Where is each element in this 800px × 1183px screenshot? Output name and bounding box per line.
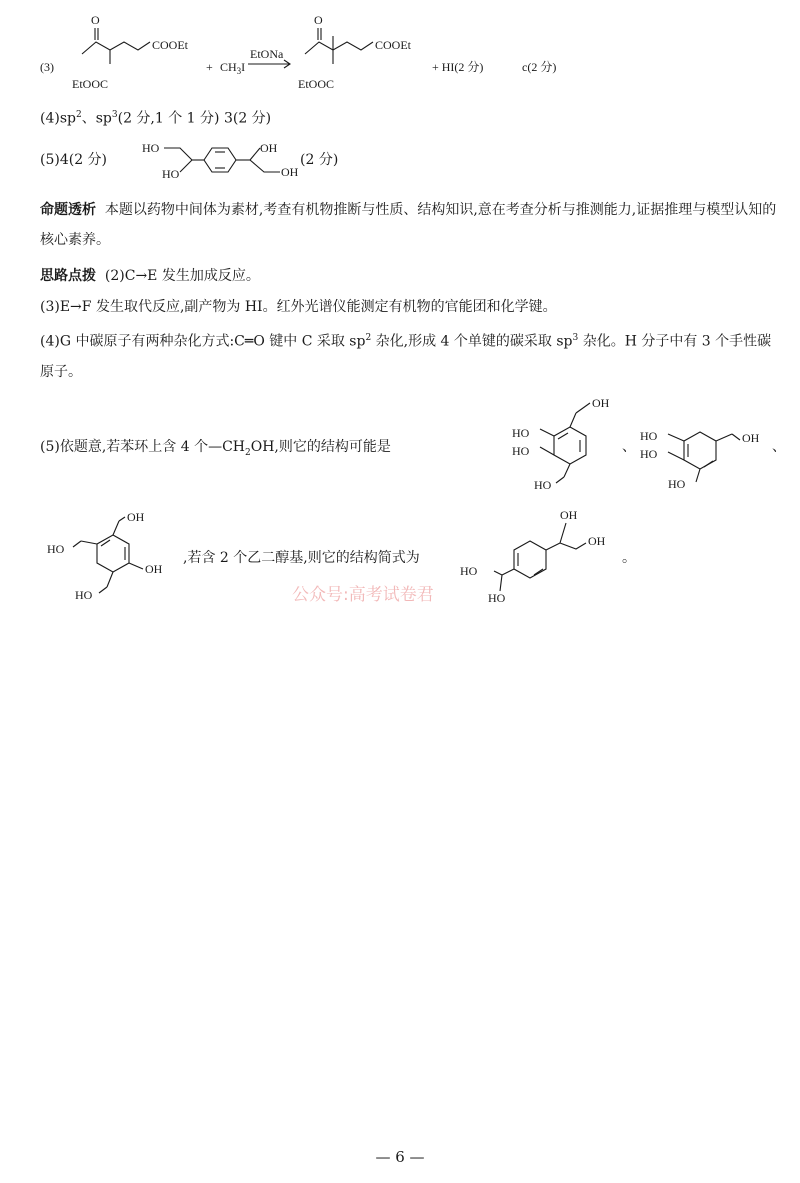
- page-number: — 6 —: [375, 1148, 425, 1166]
- svg-text:O: O: [91, 13, 100, 27]
- svg-text:HO: HO: [512, 426, 530, 440]
- plus-sign: +: [206, 60, 213, 74]
- svg-text:OH: OH: [560, 508, 578, 522]
- hint-4: (4)G 中碳原子有两种杂化方式:C═O 键中 C 采取 $sp^2$ 杂化,形成 4 个单键的碳采取 $sp^3$ 杂化。H 分子中有 3 个手性碳原子。: [40, 333, 772, 380]
- q5-suffix: (2 分): [300, 152, 339, 168]
- svg-text:OH: OH: [127, 510, 145, 524]
- svg-text:HO: HO: [142, 141, 160, 155]
- q5-prefix: (5)4(2 分): [40, 152, 108, 168]
- svg-text:OH: OH: [260, 141, 278, 155]
- svg-text:HO: HO: [640, 447, 658, 461]
- svg-text:HO: HO: [534, 478, 552, 492]
- hints-line: 思路点拨 (2)C→E 发生加成反应。: [40, 268, 260, 284]
- answer-c: c(2 分): [522, 60, 557, 74]
- structure-a: [510, 395, 625, 495]
- reaction-scheme: [0, 0, 800, 100]
- separator: 、: [772, 439, 786, 455]
- svg-text:OH: OH: [592, 396, 610, 410]
- structure-d: [458, 505, 628, 605]
- svg-text:EtOOC: EtOOC: [72, 77, 108, 91]
- hint-5b-end: 。: [622, 550, 636, 566]
- svg-text:HO: HO: [640, 429, 658, 443]
- svg-text:HO: HO: [488, 591, 506, 605]
- analysis-label: 命题透析: [40, 202, 96, 218]
- svg-text:OH: OH: [145, 562, 163, 576]
- svg-text:OH: OH: [281, 165, 299, 179]
- q3-number: (3): [40, 60, 54, 74]
- svg-text:HO: HO: [75, 588, 93, 602]
- svg-text:HO: HO: [460, 564, 478, 578]
- svg-text:HO: HO: [668, 477, 686, 491]
- separator: 、: [622, 439, 636, 455]
- svg-text:EtOOC: EtOOC: [298, 77, 334, 91]
- svg-text:COOEt: COOEt: [152, 38, 188, 52]
- reaction-arrow: [248, 60, 290, 68]
- svg-text:OH: OH: [588, 534, 606, 548]
- hint-5: (5)依题意,若苯环上含 4 个$—CH_2OH$,则它的结构可能是: [40, 439, 391, 458]
- analysis-paragraph: 命题透析 本题以药物中间体为素材,考查有机物推断与性质、结构知识,意在考查分析与推测能力,证据推理与模型认知的核心素养。: [40, 202, 777, 248]
- structure-c: [45, 505, 185, 605]
- hint-3: (3)E→F 发生取代反应,副产物为 HI。红外光谱仪能测定有机物的官能团和化学键。: [40, 299, 557, 315]
- svg-text:OH: OH: [742, 431, 760, 445]
- hints-label: 思路点拨: [40, 268, 96, 284]
- reactant-molecule: [72, 13, 189, 91]
- svg-text:HO: HO: [162, 167, 180, 181]
- reagent: $CH_3I$: [220, 60, 246, 76]
- q4-line: $(4)sp^2$、$sp^3(2$ 分,1 个 1 分) 3(2 分): [40, 110, 272, 127]
- q5-structure: [140, 138, 320, 190]
- arrow-label: EtONa: [250, 47, 284, 61]
- svg-text:O: O: [314, 13, 323, 27]
- product-molecule: [298, 13, 412, 91]
- svg-text:COOEt: COOEt: [375, 38, 411, 52]
- structure-b: [638, 420, 773, 495]
- hint-5b: ,若含 2 个乙二醇基,则它的结构简式为: [183, 550, 420, 566]
- svg-text:HO: HO: [512, 444, 530, 458]
- watermark: 公众号:高考试卷君: [292, 585, 434, 605]
- byproduct: + HI(2 分): [432, 60, 484, 74]
- svg-text:HO: HO: [47, 542, 65, 556]
